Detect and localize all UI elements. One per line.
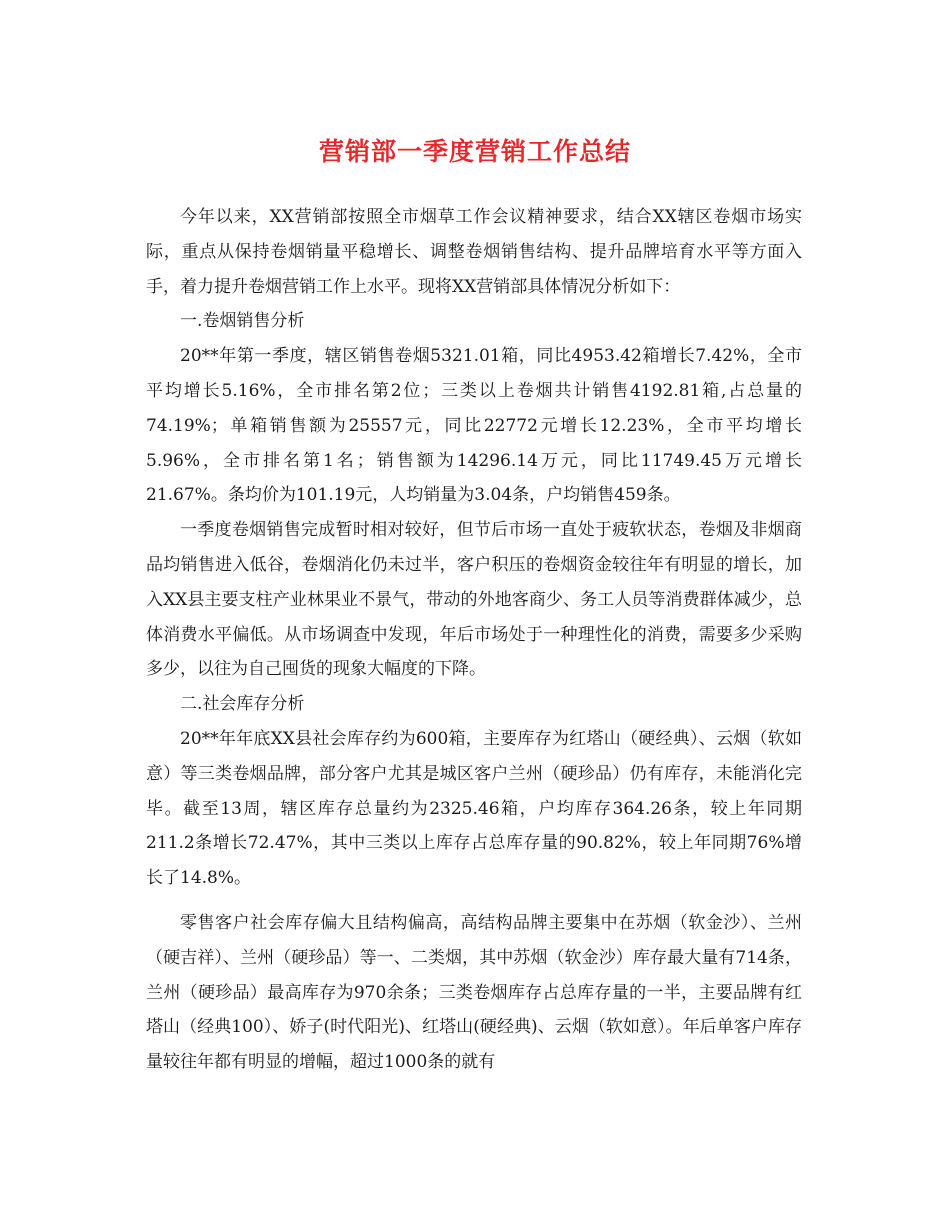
sales-paragraph: 20**年第一季度，辖区销售卷烟5321.01箱，同比4953.42箱增长7.42%，全市平均增长5.16%，全市排名第2位；三类以上卷烟共计销售4192.81箱,占总量的74.19%；单箱销售额为25557元，同比22772元增长12.23%，全市平均增长5.96%，全市排名第1名；销售额为14296.14万元，同比11749.45万元增长21.67%。条均价为101.19元，人均销量为3.04条，户均销售459条。 [146, 346, 802, 506]
section-heading-inventory: 二.社会库存分析 [180, 694, 305, 715]
document-body [146, 200, 802, 1080]
section-heading-sales: 一.卷烟销售分析 [180, 311, 305, 332]
inventory-paragraph: 20**年年底XX县社会库存约为600箱，主要库存为红塔山（硬经典）、云烟（软如意）等三类卷烟品牌，部分客户尤其是城区客户兰州（硬珍品）仍有库存，未能消化完毕。截至13周，辖区库存总量约为2325.46箱，户均库存364.26条，较上年同期211.2条增长72.47%，其中三类以上库存占总库存量的90.82%，较上年同期76%增长了14.8%。 [146, 728, 802, 889]
market-paragraph: 一季度卷烟销售完成暂时相对较好，但节后市场一直处于疲软状态，卷烟及非烟商品均销售进入低谷，卷烟消化仍未过半，客户积压的卷烟资金较往年有明显的增长，加入XX县主要支柱产业林果业不景气，带动的外地客商少、务工人员等消费群体减少，总体消费水平偏低。从市场调查中发现，年后市场处于一种理性化的消费，需要多少采购多少，以往为自己囤货的现象大幅度的下降。 [146, 520, 802, 680]
intro-paragraph: 今年以来，XX营销部按照全市烟草工作会议精神要求，结合XX辖区卷烟市场实际，重点从保持卷烟销量平稳增长、调整卷烟销售结构、提升品牌培育水平等方面入手，着力提升卷烟营销工作上水平。现将XX营销部具体情况分析如下： [146, 207, 802, 297]
document-title: 营销部一季度营销工作总结 [318, 137, 631, 166]
retail-inventory-paragraph: 零售客户社会库存偏大且结构偏高，高结构品牌主要集中在苏烟（软金沙）、兰州（硬吉祥）、兰州（硬珍品）等一、二类烟，其中苏烟（软金沙）库存最大量有714条，兰州（硬珍品）最高库存为970余条；三类卷烟库存占总库存量的一半，主要品牌有红塔山（经典100）、娇子(时代阳光)、红塔山(硬经典)、云烟（软如意）。年后单客户库存量较往年都有明显的增幅，超过1000条的就有 [146, 912, 802, 1073]
